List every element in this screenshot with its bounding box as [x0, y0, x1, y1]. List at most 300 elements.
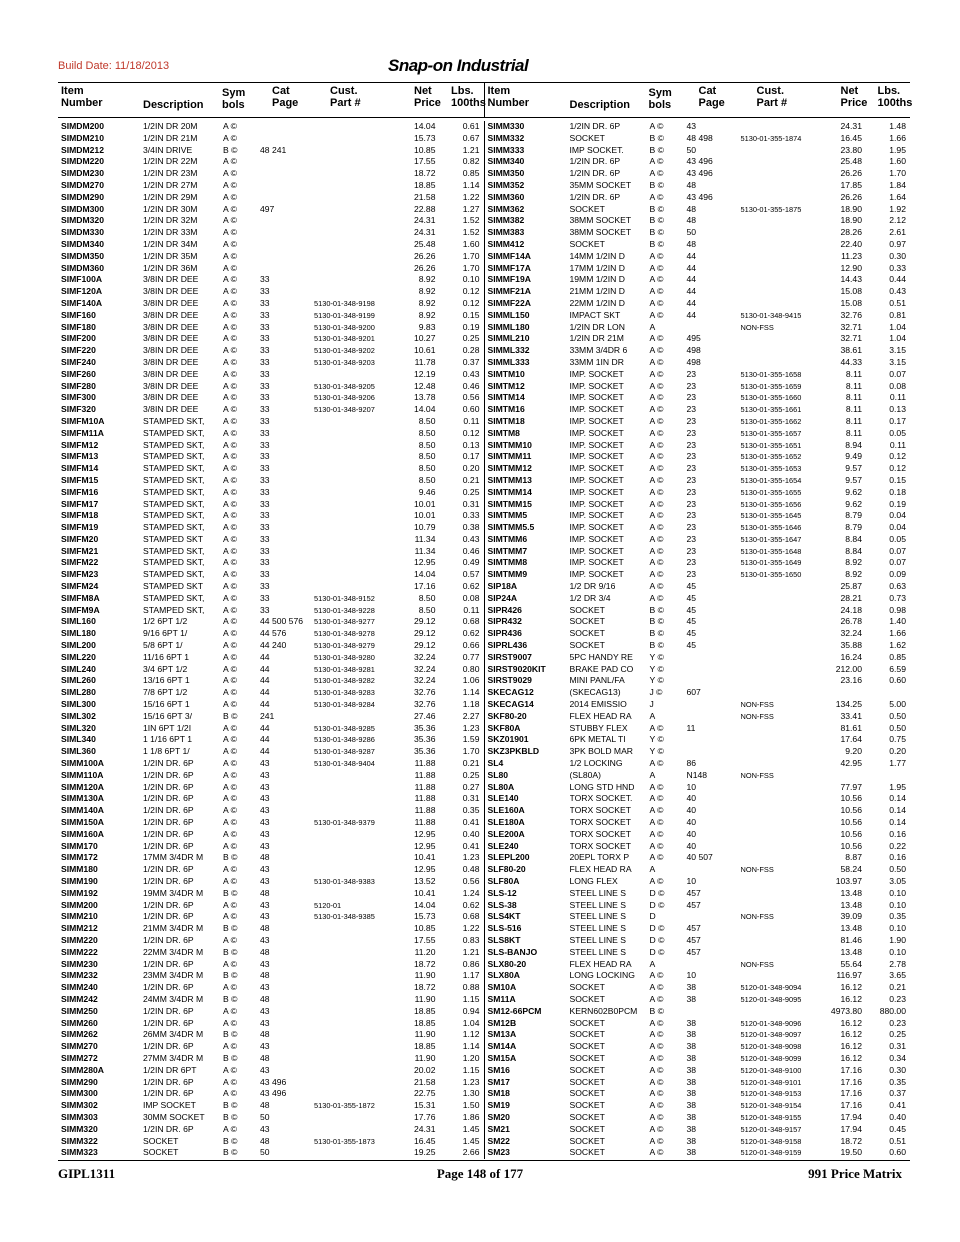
symbols: A © [649, 993, 664, 1004]
lbs: 0.43 [462, 368, 480, 379]
description: 24MM 3/4DR M [143, 993, 204, 1004]
item-number: SIMM333 [487, 144, 525, 155]
description: STAMPED SKT, [143, 604, 205, 615]
symbols: A © [223, 628, 237, 639]
net-price: 18.72 [413, 958, 436, 969]
table-row [485, 404, 911, 416]
net-price: 17.16 [840, 1076, 862, 1087]
description: 3PK BOLD MAR [569, 746, 634, 757]
description: 3/8IN DR DEE [143, 404, 199, 415]
cat-page: 43 496 [686, 156, 713, 167]
cat-page: 33 [260, 286, 270, 297]
item-number: SIMF240 [61, 356, 96, 367]
cat-page: 33 [260, 415, 270, 426]
net-price: 27.46 [413, 710, 436, 721]
table-row [485, 770, 911, 782]
description: 1/2IN DR. 6P [143, 982, 194, 993]
table-row [485, 817, 911, 829]
item-number: SIMM190 [61, 876, 98, 886]
symbols: A © [649, 191, 664, 202]
net-price: 8.11 [845, 392, 862, 403]
net-price: 17.94 [840, 1123, 862, 1134]
cust-part: 5130-01-348-9207 [314, 405, 375, 415]
item-number: SIMFM20 [61, 533, 99, 544]
cust-part: 5120-01-348-9095 [740, 994, 802, 1004]
net-price: 8.11 [845, 380, 862, 391]
description: IMP. SOCKET [569, 427, 624, 438]
description: 1/2IN DR 22M [143, 156, 198, 167]
net-price: 18.85 [413, 1005, 436, 1016]
item-number: SIMFM8A [61, 592, 100, 603]
symbols: A © [649, 1100, 664, 1111]
lbs: 0.73 [889, 592, 906, 603]
description: FLEX HEAD RA [569, 710, 632, 721]
symbols: D © [649, 934, 665, 945]
net-price: 28.26 [840, 227, 862, 238]
table-row [485, 298, 911, 310]
table-row [58, 381, 484, 393]
net-price: 14.04 [413, 404, 436, 415]
header-description: Description [143, 99, 204, 111]
lbs: 1.45 [462, 1135, 480, 1146]
lbs: 0.50 [889, 722, 906, 733]
cust-part: NON-FSS [740, 711, 774, 721]
lbs: 1.60 [889, 156, 906, 167]
cat-page: 33 [260, 321, 270, 332]
cust-part: 5130-01-355-1650 [740, 570, 802, 580]
net-price: 10.56 [840, 828, 862, 839]
net-price: 116.97 [836, 970, 862, 981]
table-row [58, 168, 484, 180]
net-price: 18.72 [413, 168, 436, 179]
symbols: A © [649, 581, 664, 592]
net-price: 24.31 [413, 1123, 436, 1134]
lbs: 0.31 [462, 793, 480, 804]
cat-page: 33 [260, 581, 270, 592]
item-number: SIPR432 [487, 616, 522, 627]
lbs: 0.50 [889, 710, 906, 721]
cat-page: 44 [686, 297, 697, 308]
symbols: A © [649, 309, 664, 320]
table-row [58, 1041, 484, 1053]
net-price: 44.33 [840, 356, 862, 367]
description: 1IN 6PT 1/2I [143, 722, 192, 733]
symbols: A © [223, 286, 237, 297]
lbs: 0.05 [889, 533, 906, 544]
lbs: 0.08 [462, 592, 480, 603]
table-row [485, 652, 911, 664]
lbs: 0.33 [889, 262, 906, 273]
symbols: B © [649, 628, 664, 639]
lbs: 0.20 [889, 746, 906, 757]
lbs: 1.92 [889, 203, 906, 214]
description: 22MM 1/2IN D [569, 297, 625, 308]
net-price: 21.58 [413, 191, 436, 202]
table-row [58, 1088, 484, 1100]
item-number: SIMM100A [61, 758, 104, 769]
symbols: A © [649, 510, 664, 521]
description: STAMPED SKT, [143, 451, 205, 462]
table-row [485, 1065, 911, 1077]
lbs: 0.25 [889, 1029, 906, 1040]
lbs: 0.49 [462, 557, 480, 568]
net-price: 17.85 [840, 179, 862, 190]
item-number: SIMM140A [61, 805, 104, 816]
table-row [58, 770, 484, 782]
cat-page: 23 [686, 368, 697, 379]
cat-page: 33 [260, 392, 270, 403]
symbols: A © [223, 250, 237, 261]
table-row [485, 982, 911, 994]
cat-page: 607 [686, 687, 701, 698]
symbols: A © [223, 911, 237, 922]
cust-part: 5120-01-348-9100 [740, 1065, 802, 1075]
table-row [485, 699, 911, 711]
symbols: Y © [649, 734, 664, 745]
description: STAMPED SKT, [143, 569, 205, 580]
net-price: 81.61 [840, 722, 862, 733]
symbols: A © [223, 817, 237, 828]
lbs: 0.83 [462, 934, 480, 945]
cat-page: 23 [686, 404, 697, 415]
table-row [485, 1147, 911, 1159]
lbs: 0.20 [462, 463, 480, 474]
net-price: 16.45 [840, 132, 862, 143]
cat-page: 23 [686, 486, 697, 497]
symbols: D © [649, 946, 665, 957]
cat-page: 38 [686, 1076, 697, 1087]
symbols: A © [223, 238, 237, 249]
cust-part: 5130-01-348-9385 [314, 912, 375, 922]
description: IMP SOCKET [143, 1100, 196, 1111]
cat-page: 44 [260, 651, 270, 662]
lbs: 0.15 [462, 309, 480, 320]
net-price: 81.46 [840, 934, 862, 945]
symbols: B © [223, 1052, 238, 1063]
item-number: SIP18A [487, 581, 518, 592]
cat-page: 43 [260, 781, 270, 792]
symbols: A © [223, 191, 237, 202]
lbs: 0.25 [462, 486, 480, 497]
footer-page: Page 148 of 177 [436, 1166, 524, 1181]
lbs: 0.14 [889, 793, 906, 804]
item-number: SIML160 [61, 616, 96, 627]
item-number: SIML180 [61, 628, 96, 639]
item-number: SIMDM330 [61, 227, 104, 238]
table-row [58, 428, 484, 440]
cust-part: 5130-01-348-9287 [314, 747, 375, 757]
symbols: A © [649, 380, 664, 391]
symbols: A © [223, 876, 237, 886]
lbs: 1.77 [889, 758, 906, 769]
symbols: A © [649, 1017, 664, 1028]
symbols: A © [223, 533, 237, 544]
description: 1/2IN DR. 6P [143, 1017, 194, 1028]
description: SOCKET [143, 1147, 179, 1158]
item-number: SIRST9007 [487, 651, 532, 662]
item-number: SIMFM9A [61, 604, 100, 615]
description: STEEL LINE S [569, 946, 627, 957]
cust-part: 5130-01-355-1647 [740, 534, 802, 544]
table-row [58, 345, 484, 357]
item-number: SIMM160A [61, 828, 104, 839]
cat-page: 43 [260, 864, 270, 875]
lbs: 1.90 [889, 934, 906, 945]
table-row [58, 239, 484, 251]
lbs: 0.19 [889, 498, 906, 509]
net-price: 16.12 [840, 982, 862, 993]
table-row [485, 145, 911, 157]
net-price: 10.61 [413, 345, 436, 356]
table-row [58, 911, 484, 923]
table-row [58, 723, 484, 735]
table-row [58, 581, 484, 593]
cat-page: 40 [686, 805, 697, 816]
symbols: B © [649, 640, 664, 651]
item-number: SIMDM220 [61, 156, 104, 167]
description: 22MM 3/4DR M [143, 946, 204, 957]
table-row [58, 817, 484, 829]
lbs: 0.60 [462, 404, 480, 415]
net-price: 17.55 [413, 156, 436, 167]
description: 3/8IN DR DEE [143, 356, 199, 367]
lbs: 1.04 [889, 333, 906, 344]
table-row [485, 546, 911, 558]
table-row [58, 357, 484, 369]
net-price: 16.12 [840, 993, 862, 1004]
symbols: B © [649, 132, 664, 143]
cust-part: 5130-01-355-1662 [740, 416, 802, 426]
item-number: SLS4KT [487, 911, 521, 922]
item-number: SM13A [487, 1029, 517, 1040]
lbs: 1.64 [889, 191, 906, 202]
item-number: SIMM330 [487, 121, 525, 131]
net-price: 17.16 [413, 581, 436, 592]
symbols: A © [223, 934, 237, 945]
lbs: 3.05 [889, 876, 906, 886]
cat-page: 45 [686, 640, 697, 651]
item-number: SIMFM21 [61, 545, 99, 556]
net-price: 8.11 [845, 427, 862, 438]
item-number: SIMF100A [61, 274, 103, 285]
symbols: A © [223, 958, 237, 969]
item-number: SIRST9020KIT [487, 663, 546, 674]
cat-page: 38 [686, 1064, 697, 1075]
cust-part: 5130-01-348-9228 [314, 605, 375, 615]
symbols: A © [649, 356, 664, 367]
item-number: SIMMF22A [487, 297, 531, 308]
cat-page: 43 [260, 805, 270, 816]
cat-page: 11 [686, 722, 696, 733]
symbols: A © [223, 486, 237, 497]
table-row [485, 357, 911, 369]
description: IMP. SOCKET [569, 545, 624, 556]
cust-part: 5120-01-348-9099 [740, 1053, 802, 1063]
table-row [485, 994, 911, 1006]
lbs: 3.15 [889, 356, 906, 367]
net-price: 17.55 [413, 934, 436, 945]
table-row [485, 900, 911, 912]
symbols: A © [223, 687, 237, 698]
symbols: A © [223, 840, 237, 851]
cust-part: 5130-01-348-9280 [314, 652, 375, 662]
description: 19MM 1/2IN D [569, 274, 625, 285]
description: IMP. SOCKET [569, 368, 624, 379]
net-price: 14.04 [413, 121, 436, 131]
table-row [58, 675, 484, 687]
cat-page: 33 [260, 592, 270, 603]
lbs: 1.52 [462, 215, 480, 226]
cat-page: 43 [260, 1005, 270, 1016]
symbols: A © [649, 404, 664, 415]
cat-page: 44 [686, 250, 697, 261]
item-number: SKZ01901 [487, 734, 529, 745]
net-price: 13.48 [840, 946, 862, 957]
item-number: SIMTMM12 [487, 463, 532, 474]
symbols: A © [223, 262, 237, 273]
symbols: A © [223, 522, 237, 533]
cat-page: 43 [260, 958, 270, 969]
net-price: 10.56 [840, 817, 862, 828]
net-price: 17.94 [840, 1111, 862, 1122]
symbols: A © [223, 156, 237, 167]
description: 1/2 6PT 1/2 [143, 616, 188, 627]
lbs: 0.56 [462, 876, 480, 886]
table-row [485, 805, 911, 817]
description: 3/8IN DR DEE [143, 392, 199, 403]
item-number: SIMM240 [61, 982, 98, 993]
net-price: 17.76 [413, 1111, 436, 1122]
table-row [58, 121, 484, 133]
table-row [485, 1100, 911, 1112]
cat-page: 44 576 [260, 628, 287, 639]
item-number: SIMM120A [61, 781, 104, 792]
symbols: B © [223, 970, 238, 981]
net-price: 15.31 [413, 1100, 436, 1111]
table-row [58, 841, 484, 853]
cat-page: 43 [260, 982, 270, 993]
lbs: 0.67 [462, 132, 480, 143]
table-row [485, 888, 911, 900]
lbs: 0.19 [462, 321, 480, 332]
table-row [485, 911, 911, 923]
symbols: A © [223, 321, 237, 332]
symbols: A © [649, 533, 664, 544]
table-row [485, 487, 911, 499]
symbols: J © [649, 687, 663, 698]
item-number: SIMM272 [61, 1052, 98, 1063]
description: 1/2IN DR 27M [143, 179, 198, 190]
item-number: SM19 [487, 1100, 510, 1111]
symbols: A [649, 958, 656, 969]
lbs: 0.30 [889, 250, 906, 261]
description: 1 1/8 6PT 1/ [143, 746, 190, 757]
item-number: SIMM280A [61, 1064, 104, 1075]
net-price: 25.87 [840, 581, 862, 592]
table-row [485, 758, 911, 770]
description: (SKECAG13) [569, 687, 621, 698]
cat-page: 43 496 [686, 191, 713, 202]
lbs: 0.34 [889, 1052, 906, 1063]
cat-page: 48 [260, 970, 270, 981]
table-row [485, 1088, 911, 1100]
table-row [58, 546, 484, 558]
table-row [58, 1065, 484, 1077]
cust-part: 5130-01-348-9198 [314, 298, 375, 308]
net-price: 17.16 [840, 1100, 862, 1111]
cat-page: 48 [260, 887, 270, 898]
cat-page: 43 [260, 1041, 270, 1052]
lbs: 1.23 [462, 852, 480, 863]
table-row [485, 227, 911, 239]
lbs: 0.40 [462, 828, 480, 839]
description: 1/2IN DR 23M [143, 168, 198, 179]
net-price: 35.36 [413, 722, 436, 733]
symbols: A © [649, 970, 664, 981]
table-row [58, 1112, 484, 1124]
lbs: 0.35 [462, 805, 480, 816]
net-price: 11.90 [414, 993, 436, 1004]
item-number: SL80 [487, 769, 509, 780]
description: STAMPED SKT, [143, 463, 205, 474]
cat-page: 23 [686, 498, 697, 509]
lbs: 0.51 [889, 297, 906, 308]
description: 17MM 3/4DR M [143, 852, 204, 863]
item-number: SIMTMM9 [487, 569, 528, 580]
net-price: 14.43 [840, 274, 862, 285]
net-price: 8.50 [418, 451, 436, 462]
table-header [58, 82, 913, 118]
net-price: 10.01 [413, 498, 436, 509]
cat-page: 33 [260, 427, 270, 438]
description: IMP. SOCKET [569, 510, 624, 521]
cat-page: 33 [260, 345, 270, 356]
table-row [485, 475, 911, 487]
description: 17MM 1/2IN D [569, 262, 625, 273]
net-price: 12.19 [413, 368, 436, 379]
cust-part: 5120-01 [314, 900, 342, 910]
symbols: B © [649, 227, 664, 238]
table-row [58, 1124, 484, 1136]
item-number: SIMM232 [61, 970, 98, 981]
table-row [485, 557, 911, 569]
description: 1/2IN DR 30M [143, 203, 198, 214]
lbs: 0.11 [463, 415, 480, 426]
net-price: 8.50 [418, 427, 436, 438]
symbols: Y © [649, 651, 664, 662]
table-row [485, 675, 911, 687]
symbols: A © [649, 852, 664, 863]
item-number: SM12-66PCM [487, 1005, 542, 1016]
cat-page: 43 [260, 934, 270, 945]
lbs: 1.27 [462, 203, 480, 214]
net-price: 16.12 [840, 1017, 862, 1028]
table-row [485, 569, 911, 581]
table-row [58, 463, 484, 475]
cat-page: 457 [686, 946, 701, 957]
item-number: SIMM172 [61, 852, 98, 863]
build-date: Build Date: 11/18/2013 [58, 60, 170, 72]
table-row [58, 1029, 484, 1041]
cat-page: 43 [260, 817, 270, 828]
net-price: 10.85 [413, 144, 436, 155]
lbs: 0.94 [462, 1005, 480, 1016]
net-price: 32.71 [840, 333, 862, 344]
item-number: SIMML150 [487, 309, 530, 320]
symbols: B © [223, 887, 238, 898]
description: LONG FLEX [569, 876, 618, 886]
symbols: A © [223, 864, 237, 875]
